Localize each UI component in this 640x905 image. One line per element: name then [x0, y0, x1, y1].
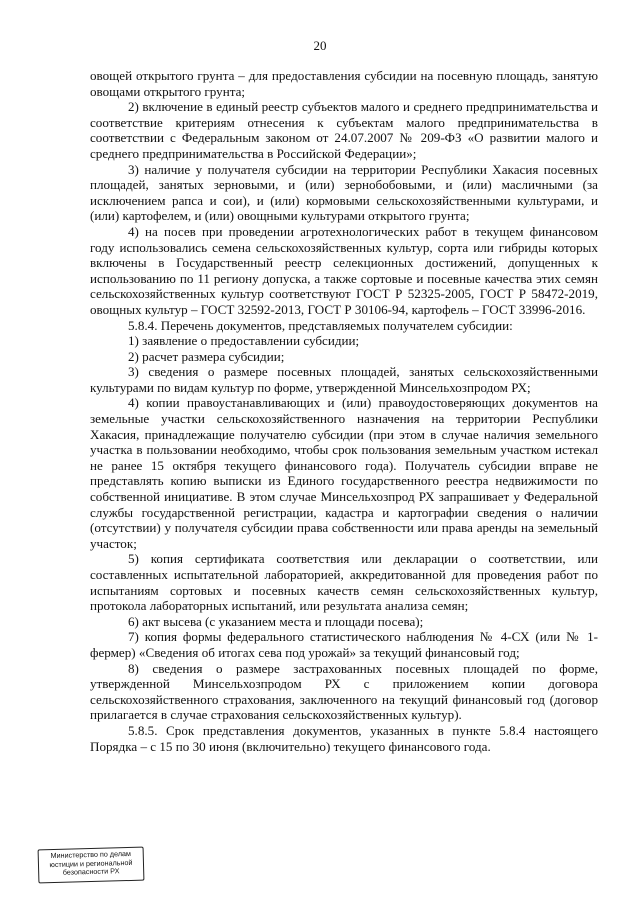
paragraph: 8) сведения о размере застрахованных посевных площадей по форме, утвержденной Минсельхозпродом РХ с приложением копии договора сельскохозяйственного страхования, заключенного на текущий финансовый год (договор прилагается в случае страхования сельскохозяйственных культур). [90, 660, 598, 723]
page-number: 20 [313, 38, 327, 53]
paragraph: 2) включение в единый реестр субъектов малого и среднего предпринимательства и соответствие критериям отнесения к субъектам малого предпринимательства в соответствии с Федеральным законом от 24.07.2007 № 209-ФЗ «О развитии малого и среднего предпринимательства в Российской Федерации»; [90, 99, 598, 161]
paragraph: 6) акт высева (с указанием места и площади посева); [128, 613, 424, 629]
stamp-line: юстиции и региональной [49, 857, 133, 869]
paragraph: 4) копии правоустанавливающих и (или) правоудостоверяющих документов на земельные участки сельскохозяйственного назначения на территории Республики Хакасия, принадлежащие получателю субсидии (при этом в случае наличия земельного участка в пользовании необходимо, чтобы срок пользования земельным участком истекал не ранее 15 октября текущего финансового года). Получатель субсидии вправе не представлять копию выписки из Единого государственного реестра недвижимости по собственной инициативе. В этом случае Минсельхозпрод РХ запрашивает у Федеральной службы государственной регистрации, кадастра и картографии сведения о наличии (отсутствии) у получателя субсидии права собственности или права аренды на земельный участок; [90, 395, 598, 551]
ministry-stamp [38, 847, 145, 884]
paragraph: 3) наличие у получателя субсидии на территории Республики Хакасия посевных площадей, занятых зерновыми, и (или) зернобобовыми, и (или) масличными (за исключением рапса и сои), и (или) кормовыми сельскохозяйственными культурами, и (или) картофелем, и (или) овощными культурами открытого грунта; [90, 161, 598, 224]
paragraph: 2) расчет размера субсидии; [128, 348, 285, 364]
paragraph: 7) копия формы федерального статистического наблюдения № 4-СХ (или № 1-фермер) «Сведения об итогах сева под урожай» за текущий финансовый год; [90, 629, 598, 660]
paragraph: 5.8.5. Срок представления документов, указанных в пункте 5.8.4 настоящего Порядка – с 15 по 30 июня (включительно) текущего финансового года. [90, 722, 598, 754]
paragraph: 5) копия сертификата соответствия или декларации о соответствии, или составленных испытательной лабораторией, аккредитованной для проведения работ по испытаниям сортовых и посевных качеств семян сельскохозяйственных культур, протокола лабораторных испытаний, или результата анализа семян; [90, 551, 598, 614]
paragraph: 3) сведения о размере посевных площадей, занятых сельскохозяйственными культурами по видам культур по форме, утвержденной Минсельхозпродом РХ; [90, 364, 598, 395]
paragraph: 4) на посев при проведении агротехнологических работ в текущем финансовом году использовались семена сельскохозяйственных культур, сорта или гибриды которых включены в Государственный реестр селекционных достижений, допущенных к использованию по 11 региону допуска, а также сортовые и посевные качества этих семян сельскохозяйственных культур соответствуют ГОСТ Р 52325-2005, ГОСТ Р 58472-2019, овощных культур – ГОСТ 32592-2013, ГОСТ Р 30106-94, картофель – ГОСТ 33996-2016. [90, 223, 598, 317]
stamp-line: безопасности РХ [62, 866, 120, 877]
paragraph: 1) заявление о предоставлении субсидии; [128, 333, 360, 349]
paragraph: овощей открытого грунта – для предоставления субсидии на посевную площадь, занятую овощами открытого грунта; [90, 68, 598, 99]
stamp-line: Министерство по делам [50, 848, 132, 861]
paragraph: 5.8.4. Перечень документов, представляемых получателем субсидии: [128, 317, 513, 333]
document-body [90, 68, 598, 754]
